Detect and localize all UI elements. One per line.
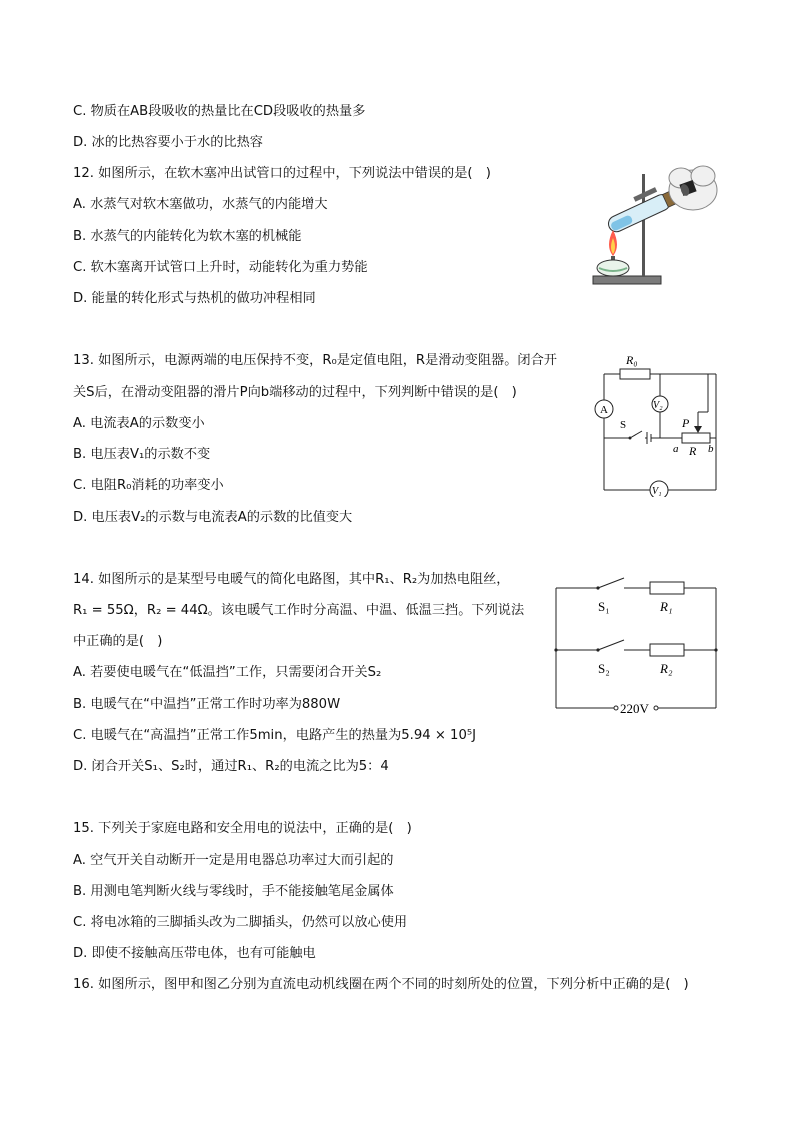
q14-stem-line1: 14. 如图所示的是某型号电暖气的简化电路图，其中R₁、R₂为加热电阻丝， bbox=[73, 572, 510, 587]
q14-fig-r2: R₂ bbox=[660, 661, 673, 676]
q15-option-d: D. 即使不接触高压带电体，也有可能触电 bbox=[73, 946, 316, 961]
q14-fig-voltage: 220V bbox=[620, 701, 649, 716]
q13-fig-ammeter: A bbox=[600, 404, 608, 416]
q13-fig-v2: V₂ bbox=[653, 400, 663, 411]
q15-option-c: C. 将电冰箱的三脚插头改为二脚插头，仍然可以放心使用 bbox=[73, 915, 408, 930]
q13-fig-p: P bbox=[682, 416, 690, 430]
q14-fig-r1: R₁ bbox=[660, 599, 673, 614]
q13-fig-r0: R₀ bbox=[626, 353, 638, 367]
q12-option-d: D. 能量的转化形式与热机的做功冲程相同 bbox=[73, 291, 316, 306]
q12-stem: 12. 如图所示，在软木塞冲出试管口的过程中，下列说法中错误的是( ) bbox=[73, 166, 491, 181]
q14-option-b: B. 电暖气在“中温挡”正常工作时功率为880W bbox=[73, 697, 341, 712]
q14-circuit-diagram bbox=[550, 570, 722, 718]
q14-fig-s2: S₂ bbox=[598, 661, 610, 676]
q15-option-a: A. 空气开关自动断开一定是用电器总功率过大而引起的 bbox=[73, 853, 394, 868]
q12-option-c: C. 软木塞离开试管口上升时，动能转化为重力势能 bbox=[73, 260, 368, 275]
q13-option-c: C. 电阻R₀消耗的功率变小 bbox=[73, 478, 224, 493]
q15-stem: 15. 下列关于家庭电路和安全用电的说法中，正确的是( ) bbox=[73, 821, 412, 836]
q14-option-d: D. 闭合开关S₁、S₂时，通过R₁、R₂的电流之比为5：4 bbox=[73, 759, 389, 774]
q12-option-b: B. 水蒸气的内能转化为软木塞的机械能 bbox=[73, 229, 302, 244]
q13-stem-line1: 13. 如图所示，电源两端的电压保持不变，R₀是定值电阻，R是滑动变阻器。闭合开 bbox=[73, 353, 557, 368]
q13-option-a: A. 电流表A的示数变小 bbox=[73, 416, 205, 431]
q13-stem-line2: 关S后，在滑动变阻器的滑片P向b端移动的过程中，下列判断中错误的是( ) bbox=[73, 385, 517, 400]
q12-option-a: A. 水蒸气对软木塞做功，水蒸气的内能增大 bbox=[73, 197, 328, 212]
q14-stem-line3: 中正确的是( ) bbox=[73, 634, 163, 649]
q14-option-a: A. 若要使电暖气在“低温挡”工作，只需要闭合开关S₂ bbox=[73, 665, 382, 680]
q13-option-d: D. 电压表V₂的示数与电流表A的示数的比值变大 bbox=[73, 510, 353, 525]
q14-fig-s1: S₁ bbox=[598, 599, 610, 614]
q16-stem: 16. 如图所示，图甲和图乙分别为直流电动机线圈在两个不同的时刻所处的位置，下列分析中正确的是( ) bbox=[73, 977, 689, 992]
q13-fig-a-end: a bbox=[673, 443, 679, 455]
test-tube-apparatus-figure bbox=[585, 160, 720, 290]
q14-option-c: C. 电暖气在“高温挡”正常工作5min，电路产生的热量为5.94 × 10⁵J bbox=[73, 728, 477, 743]
q13-circuit-diagram bbox=[590, 352, 725, 497]
q15-option-b: B. 用测电笔判断火线与零线时，手不能接触笔尾金属体 bbox=[73, 884, 394, 899]
q11-option-c: C. 物质在AB段吸收的热量比在CD段吸收的热量多 bbox=[73, 104, 366, 119]
q13-fig-switch: S bbox=[620, 419, 627, 431]
q13-option-b: B. 电压表V₁的示数不变 bbox=[73, 447, 211, 462]
q11-option-d: D. 冰的比热容要小于水的比热容 bbox=[73, 135, 263, 150]
q14-stem-line2: R₁ = 55Ω，R₂ = 44Ω。该电暖气工作时分高温、中温、低温三挡。下列说法 bbox=[73, 603, 525, 618]
q13-fig-r: R bbox=[689, 444, 697, 458]
q13-fig-b-end: b bbox=[708, 443, 714, 455]
q13-fig-v1: V₁ bbox=[652, 486, 662, 497]
